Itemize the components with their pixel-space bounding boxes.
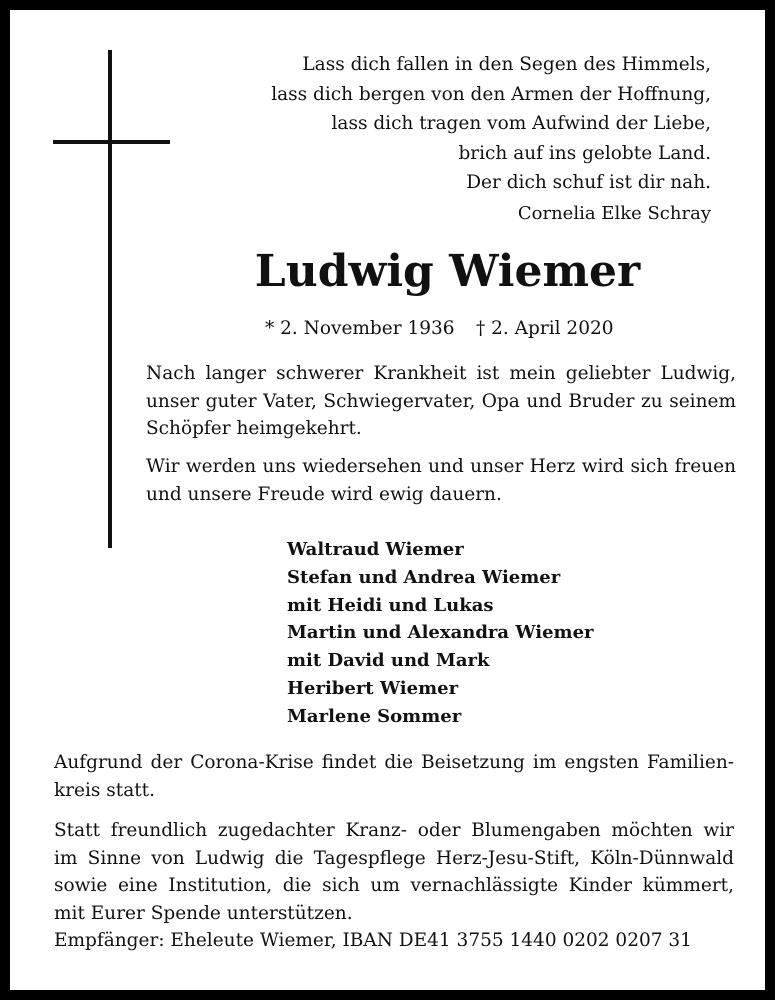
bank-details: Empfänger: Eheleute Wiemer, IBAN DE41 3755 1440 0202 0207 31 — [54, 930, 692, 951]
mourner-name: Waltraud Wiemer — [287, 539, 464, 560]
mourner-name: Martin und Alexandra Wiemer — [287, 622, 594, 644]
funeral-notice — [54, 749, 734, 804]
poem — [271, 50, 711, 198]
poem-author: Cornelia Elke Schray — [517, 203, 711, 224]
message-paragraph — [146, 360, 736, 443]
message-line: Wir werden uns wiedersehen und unser Herz wird sich freuen — [146, 456, 736, 477]
mourners-list — [287, 536, 594, 731]
mourner-name: Stefan und Andrea Wiemer — [287, 566, 561, 588]
deceased-name: Ludwig Wiemer — [254, 246, 641, 297]
notice-line: im Sinne von Ludwig die Tagespflege Herz-Jesu-Stift, Köln-Dünnwald — [54, 847, 734, 869]
poem-line: lass dich bergen von den Armen der Hoffnung, — [271, 83, 711, 105]
mourner-name: mit David und Mark — [287, 650, 490, 672]
notice-line: Aufgrund der Corona-Krise findet die Beisetzung im engsten Familien- — [54, 752, 734, 773]
donation-notice — [54, 817, 734, 955]
mourner-name: Marlene Sommer — [287, 705, 462, 727]
message-line: Schöpfer heimgekehrt. — [146, 418, 362, 439]
message-line: Nach langer schwerer Krankheit ist mein geliebter Ludwig, — [146, 363, 736, 384]
death-date: † 2. April 2020 — [476, 318, 614, 339]
poem-line: Lass dich fallen in den Segen des Himmels, — [302, 54, 711, 75]
mourner-name: Heribert Wiemer — [287, 677, 459, 699]
message-line: unser guter Vater, Schwiegervater, Opa und Bruder zu seinem — [146, 390, 736, 412]
mourner-name: mit Heidi und Lukas — [287, 594, 494, 616]
poem-line: lass dich tragen vom Aufwind der Liebe, — [331, 113, 711, 134]
birth-date: * 2. November 1936 — [265, 318, 455, 339]
cross-horizontal-bar — [53, 140, 170, 144]
poem-line: Der dich schuf ist dir nah. — [466, 172, 711, 193]
message-paragraph — [146, 453, 736, 508]
notice-line: mit Eurer Spende unterstützen. — [54, 902, 353, 924]
poem-line: brich auf ins gelobte Land. — [458, 142, 711, 164]
notice-line: sowie eine Institution, die sich um vernachlässigte Kinder kümmert, — [54, 875, 734, 896]
cross-vertical-bar — [108, 50, 112, 548]
notice-line: kreis statt. — [54, 779, 156, 801]
message-line: und unsere Freude wird ewig dauern. — [146, 483, 502, 505]
notice-line: Statt freundlich zugedachter Kranz- oder Blumengaben möchten wir — [54, 820, 734, 841]
